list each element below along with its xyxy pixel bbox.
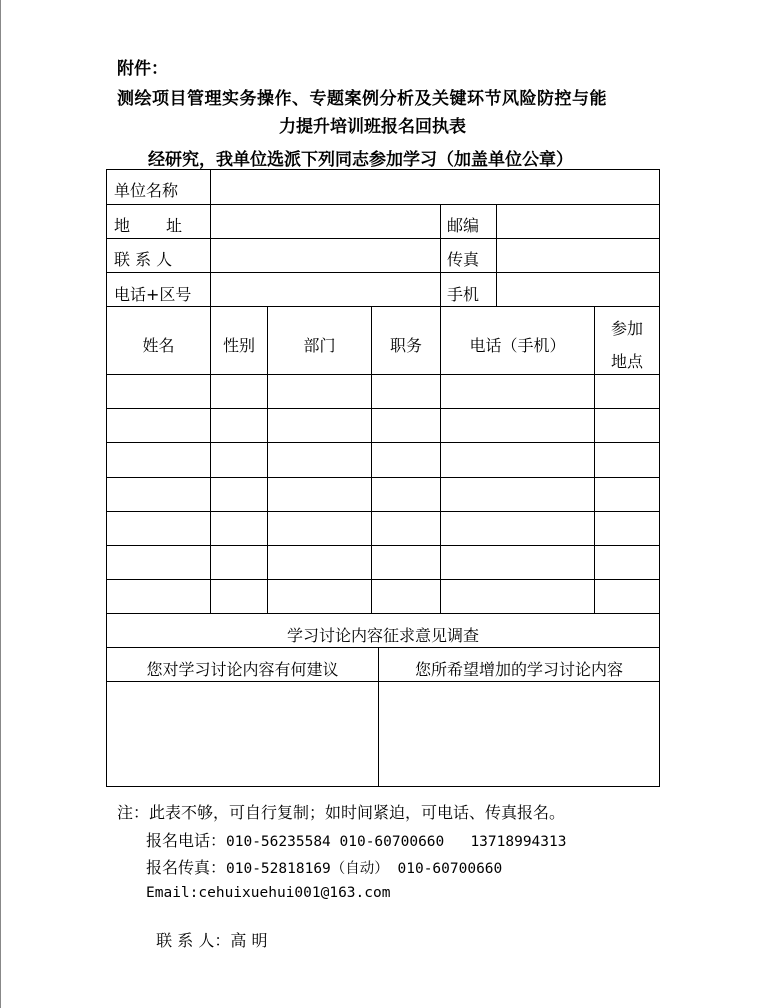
postcode-label: 邮编 — [447, 216, 480, 235]
additions-field[interactable] — [379, 682, 659, 786]
subtitle: 经研究，我单位选派下列同志参加学习（加盖单位公章） — [148, 150, 573, 170]
address-field[interactable] — [211, 205, 440, 238]
phone-line — [146, 828, 566, 851]
title-line-1: 测绘项目管理实务操作、专题案例分析及关键环节风险防控与能 — [117, 89, 607, 109]
fax-label: 传真 — [447, 250, 480, 269]
unit-name-label: 单位名称 — [114, 181, 179, 200]
email-value[interactable]: cehuixuehui001@163.com — [198, 885, 391, 901]
contact-line — [146, 909, 267, 951]
survey-col-suggestions: 您对学习讨论内容有何建议 — [146, 660, 339, 679]
header-department: 部门 — [303, 336, 336, 355]
phone-area-label: 电话+区号 — [114, 285, 192, 304]
phone-value: 010-56235584 010-60700660 13718994313 — [226, 834, 567, 850]
fax-value: 010-52818169（自动） 010-60700660 — [226, 861, 503, 877]
phone-label: 报名电话： — [146, 831, 227, 850]
fax-label-note: 报名传真： — [146, 858, 227, 877]
unit-name-field[interactable] — [211, 170, 659, 204]
survey-title: 学习讨论内容征求意见调查 — [286, 626, 479, 645]
fax-line — [146, 855, 502, 878]
mobile-label: 手机 — [447, 285, 480, 304]
email-label: Email: — [146, 885, 199, 901]
header-gender: 性别 — [222, 336, 255, 355]
header-position: 职务 — [389, 336, 422, 355]
header-attend: 参加 — [610, 319, 643, 338]
phone-area-field[interactable] — [211, 273, 440, 306]
survey-col-additions: 您所希望增加的学习讨论内容 — [414, 660, 623, 679]
fax-field[interactable] — [497, 239, 659, 272]
address-label: 地 址 — [114, 216, 183, 235]
contact-field[interactable] — [211, 239, 440, 272]
header-phone: 电话（手机） — [469, 336, 566, 355]
header-location: 地点 — [610, 352, 643, 371]
postcode-field[interactable] — [497, 205, 659, 238]
title-line-2: 力提升培训班报名回执表 — [279, 117, 466, 137]
contact-label-note: 联 系 人： — [156, 931, 231, 950]
header-name: 姓名 — [142, 336, 175, 355]
note-text: 注：此表不够，可自行复制；如时间紧迫，可电话、传真报名。 — [117, 803, 566, 822]
contact-value: 高 明 — [230, 931, 268, 950]
contact-label: 联 系 人 — [114, 250, 173, 269]
email-line — [146, 882, 390, 901]
mobile-field[interactable] — [497, 273, 659, 306]
attachment-label: 附件： — [117, 59, 168, 79]
suggestions-field[interactable] — [107, 682, 378, 786]
